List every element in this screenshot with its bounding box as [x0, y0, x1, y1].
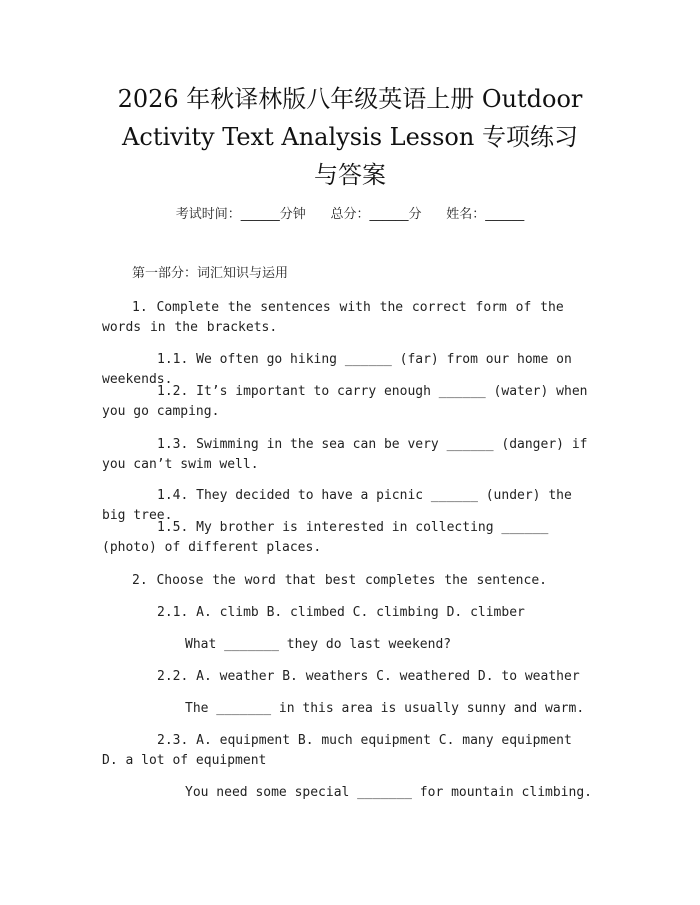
question-2-1-sentence: What _______ they do last weekend?: [185, 637, 452, 652]
title-line-3: 与答案: [314, 161, 386, 189]
question-1-4: 1.4. They decided to have a picnic ______ (under) the big tree.: [102, 488, 572, 523]
question-1-2: 1.2. It’s important to carry enough ______ (water) when you go camping.: [102, 384, 588, 419]
title-line-2: Activity Text Analysis Lesson 专项练习: [122, 123, 578, 151]
question-2-1-options: 2.1. A. climb B. climbed C. climbing D. climber: [157, 605, 525, 620]
question-1-text: 1. Complete the sentences with the correct form of the words in the brackets.: [102, 300, 564, 335]
question-2-text: 2. Choose the word that best completes the sentence.: [132, 573, 547, 588]
section-heading: 第一部分：词汇知识与运用: [132, 266, 289, 281]
question-1-3: 1.3. Swimming in the sea can be very ______ (danger) if you can’t swim well.: [102, 437, 588, 472]
title-line-1: 2026 年秋译林版八年级英语上册 Outdoor: [117, 85, 583, 113]
question-2-2-sentence: The _______ in this area is usually sunny and warm.: [185, 701, 585, 716]
question-1-prompt: [102, 298, 602, 338]
question-2-prompt: [102, 571, 602, 591]
exam-info: 考试时间：______分钟 总分：______分 姓名：______: [175, 207, 525, 222]
question-1-1: 1.1. We often go hiking ______ (far) from our home on weekends.: [102, 352, 572, 387]
question-2-2-options: 2.2. A. weather B. weathers C. weathered D. to weather: [157, 669, 580, 684]
document-title: [60, 80, 640, 194]
question-2-3-sentence: You need some special _______ for mountain climbing.: [185, 785, 592, 800]
question-2-3-options: 2.3. A. equipment B. much equipment C. many equipment D. a lot of equipment: [102, 733, 572, 768]
question-1-5: 1.5. My brother is interested in collecting ______ (photo) of different places.: [102, 520, 549, 555]
